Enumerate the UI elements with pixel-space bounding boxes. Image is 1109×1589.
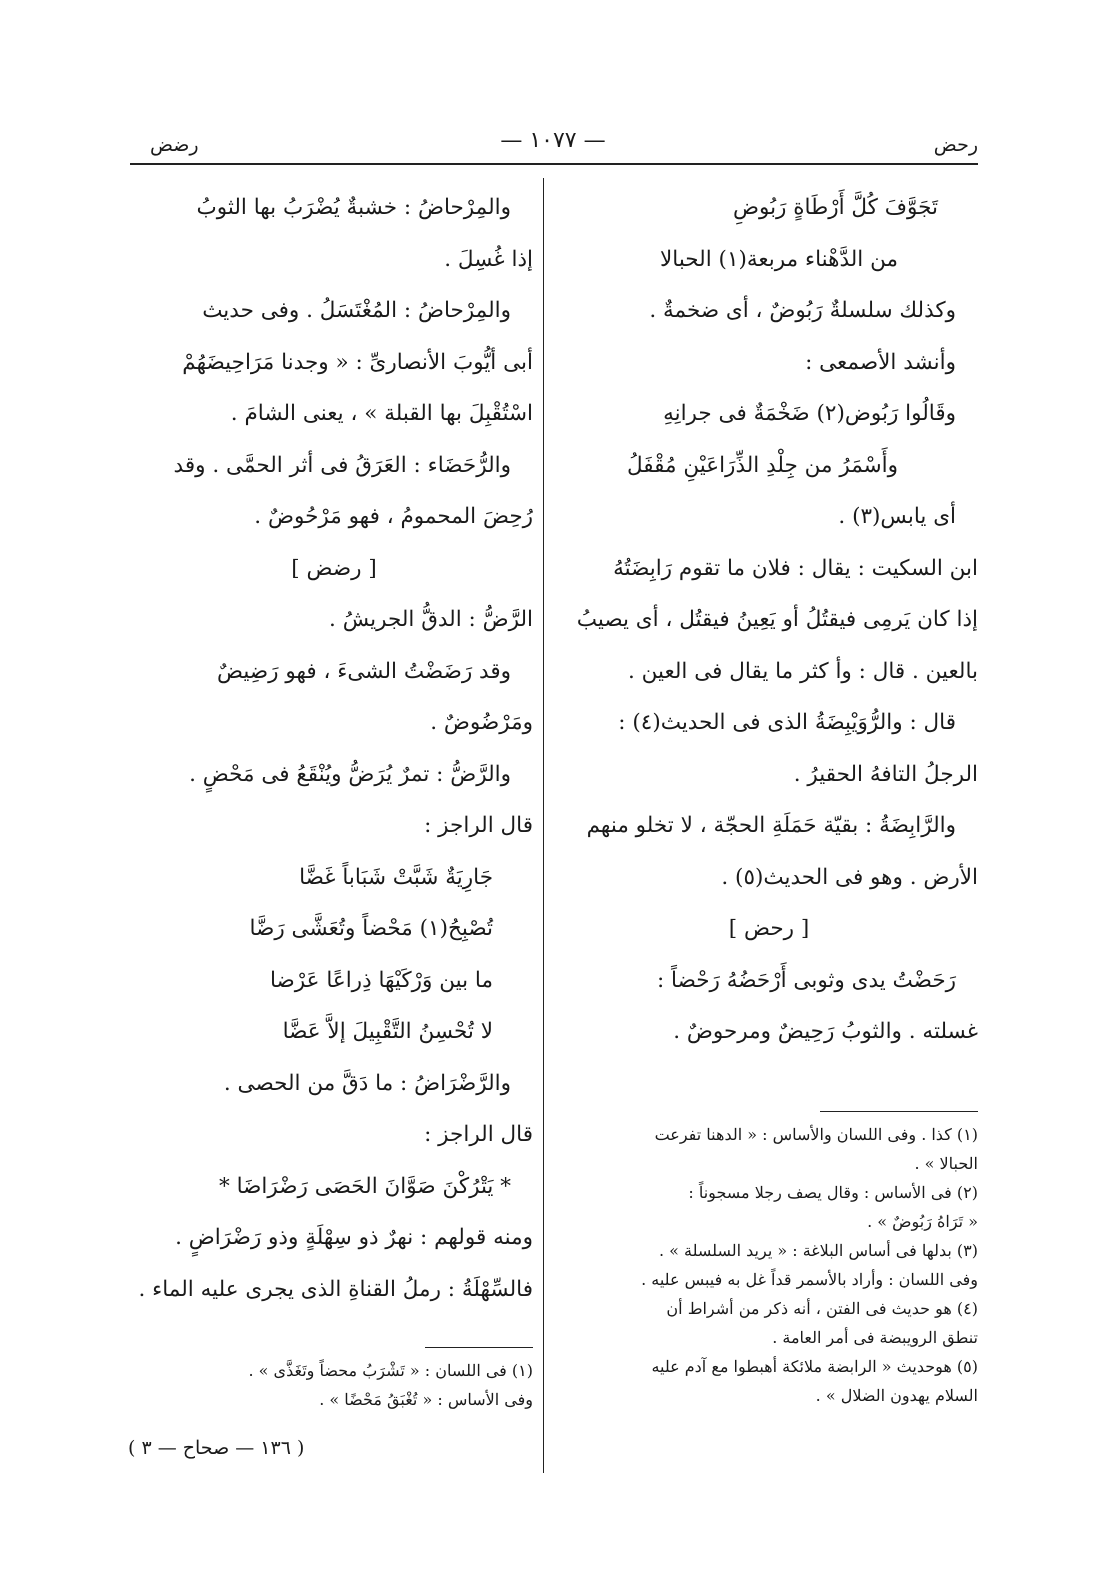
footnote-line: (١) فى اللسان : « تَشْرَبُ محضاً وتَغَذَّى » .	[248, 1361, 533, 1380]
text-line: بالعين . قال : وأ كثر ما يقال فى العين .	[627, 658, 978, 684]
text-line: ومنه قولهم : نهرٌ ذو سِهْلَةٍ وذو رَضْرَاضٍ .	[175, 1225, 533, 1250]
text-line: والمِرْحاضُ : المُغْتَسَلُ . وفى حديث	[202, 298, 511, 323]
text-line: غسلته . والثوبُ رَحِيضٌ ومرحوضٌ .	[673, 1019, 978, 1044]
footnote-line: تنطق الرويبضة فى أمر العامة .	[772, 1328, 978, 1347]
text-line: لا تُحْسِنُ التَّقْبِيلَ إلاَّ عَضَّا	[282, 1019, 493, 1044]
left-footnotes	[135, 1356, 533, 1414]
text-line: اسْتُقْبِلَ بها القبلة » ، يعنى الشامَ .	[230, 401, 533, 426]
footnote-line: السلام يهدون الضلال » .	[815, 1386, 978, 1405]
text-line: جَارِيَةٌ شَبَّتْ شَبَاباً غَضَّا	[299, 864, 493, 890]
text-line: تُصْبِحُ(١) مَحْضاً وتُعَشَّى رَضَّا	[249, 916, 493, 941]
text-line: * يَتْرُكْنَ صَوَّانَ الحَصَى رَضْرَاضَا *	[219, 1173, 511, 1199]
text-line: [ رحض ]	[728, 916, 810, 941]
text-line: إذا كان يَرمِى فيقتُلُ أو يَعِينُ فيقتُل ، أى يصيبُ	[576, 607, 978, 632]
header-rule	[130, 163, 978, 165]
text-line: والرُّحَضَاء : العَرَقُ فى أثر الحمَّى . وقد	[173, 452, 511, 478]
footnote-line: الحبالا » .	[914, 1154, 978, 1173]
page-number: — ١٠٧٧ —	[500, 128, 606, 153]
right-column	[560, 182, 978, 1058]
text-line: من الدَّهْناء مربعة(١) الحبالا	[660, 246, 898, 272]
text-line: أى يابس(٣) .	[838, 504, 956, 529]
header-root-right: رحض	[933, 134, 978, 156]
text-line: تَجَوَّفَ كُلَّ أَرْطَاةٍ رَبُوضِ	[732, 195, 938, 220]
footnote-line: وفى اللسان : وأراد بالأسمر قداً غل به فيبس عليه .	[641, 1270, 978, 1289]
header-root-left: رضض	[150, 134, 199, 156]
footnote-line: وفى الأساس : « تُغْبَقُ مَحْضًا » .	[319, 1390, 533, 1409]
text-line: ومَرْضُوضٌ .	[430, 710, 533, 735]
text-line: والرَّضْرَاضُ : ما دَقَّ من الحصى .	[223, 1070, 511, 1096]
text-line: الأرض . وهو فى الحديث(٥) .	[721, 864, 978, 890]
left-column	[135, 182, 533, 1315]
text-line: وأَسْمَرُ من جِلْدِ الذِّرَاعَيْنِ مُقْفَلُ	[627, 452, 898, 478]
footnote-line: « تَرَاهُ رَبُوضٌ » .	[867, 1212, 978, 1231]
text-line: قال : والرُّوَيْبِضَةُ الذى فى الحديث(٤) :	[618, 710, 956, 735]
text-line: والمِرْحاضُ : خشبةٌ يُضْرَبُ بها الثوبُ	[196, 195, 511, 220]
text-line: قال الراجز :	[424, 813, 533, 838]
text-line: قال الراجز :	[424, 1122, 533, 1147]
text-line: وأنشد الأصمعى :	[805, 349, 956, 375]
footnote-line: (٢) فى الأساس : وقال يصف رجلا مسجوناً :	[688, 1183, 978, 1202]
footnote-line: (١) كذا . وفى اللسان والأساس : « الدهنا تفرعت	[654, 1125, 978, 1144]
text-line: أبى أيُّوبَ الأنصارىِّ : « وجدنا مَرَاحِيضَهُمْ	[182, 349, 533, 375]
text-line: رُحِضَ المحمومُ ، فهو مَرْحُوضٌ .	[254, 504, 533, 529]
left-footnote-rule	[425, 1347, 533, 1348]
text-line: ابن السكيت : يقال : فلان ما تقوم رَابِضَتُهُ	[613, 555, 978, 581]
footnote-line: (٣) بدلها فى أساس البلاغة : « يريد السلسلة » .	[658, 1241, 978, 1260]
column-divider	[543, 178, 544, 1473]
right-footnotes	[560, 1120, 978, 1410]
text-line: ما بين وَرْكَيْهَا ذِراعًا عَرْضا	[270, 967, 493, 993]
text-line: رَحَضْتُ يدى وثوبى أَرْحَضُهُ رَحْضاً :	[656, 967, 956, 993]
signature-line: ( ١٣٦ — صحاح — ٣ )	[128, 1437, 305, 1459]
text-line: الرَّضُّ : الدقُّ الجريشُ .	[329, 607, 533, 632]
text-line: فالسِّهْلَةُ : رملُ القناةِ الذى يجرى عليه الماء .	[138, 1276, 533, 1302]
page-header	[128, 128, 978, 162]
footnote-line: (٤) هو حديث فى الفتن ، أنه ذكر من أشراط أن	[666, 1299, 978, 1318]
right-footnote-rule	[820, 1111, 978, 1112]
text-line: إذا غُسِلَ .	[444, 246, 533, 272]
text-line: والرَّضُّ : تمرٌ يُرَضُّ ويُنْقَعُ فى مَحْضٍ .	[189, 761, 511, 787]
text-line: وقَالُوا رَبُوض(٢) ضَخْمَةٌ فى جرانِهِ	[663, 401, 956, 426]
text-line: والرَّابِضَةُ : بقيّة حَمَلَةِ الحجّة ، لا تخلو منهم	[586, 813, 956, 838]
footnote-line: (٥) هوحديث « الرابضة ملائكة أهبطوا مع آدم عليه	[651, 1357, 978, 1376]
text-line: وكذلك سلسلةٌ رَبُوضٌ ، أى ضخمةٌ .	[649, 298, 956, 323]
text-line: الرجلُ التافهُ الحقيرُ .	[793, 761, 978, 787]
text-line: وقد رَضَضْتُ الشىءَ ، فهو رَضِيضٌ	[217, 658, 511, 684]
text-line: [ رضض ]	[291, 555, 377, 581]
